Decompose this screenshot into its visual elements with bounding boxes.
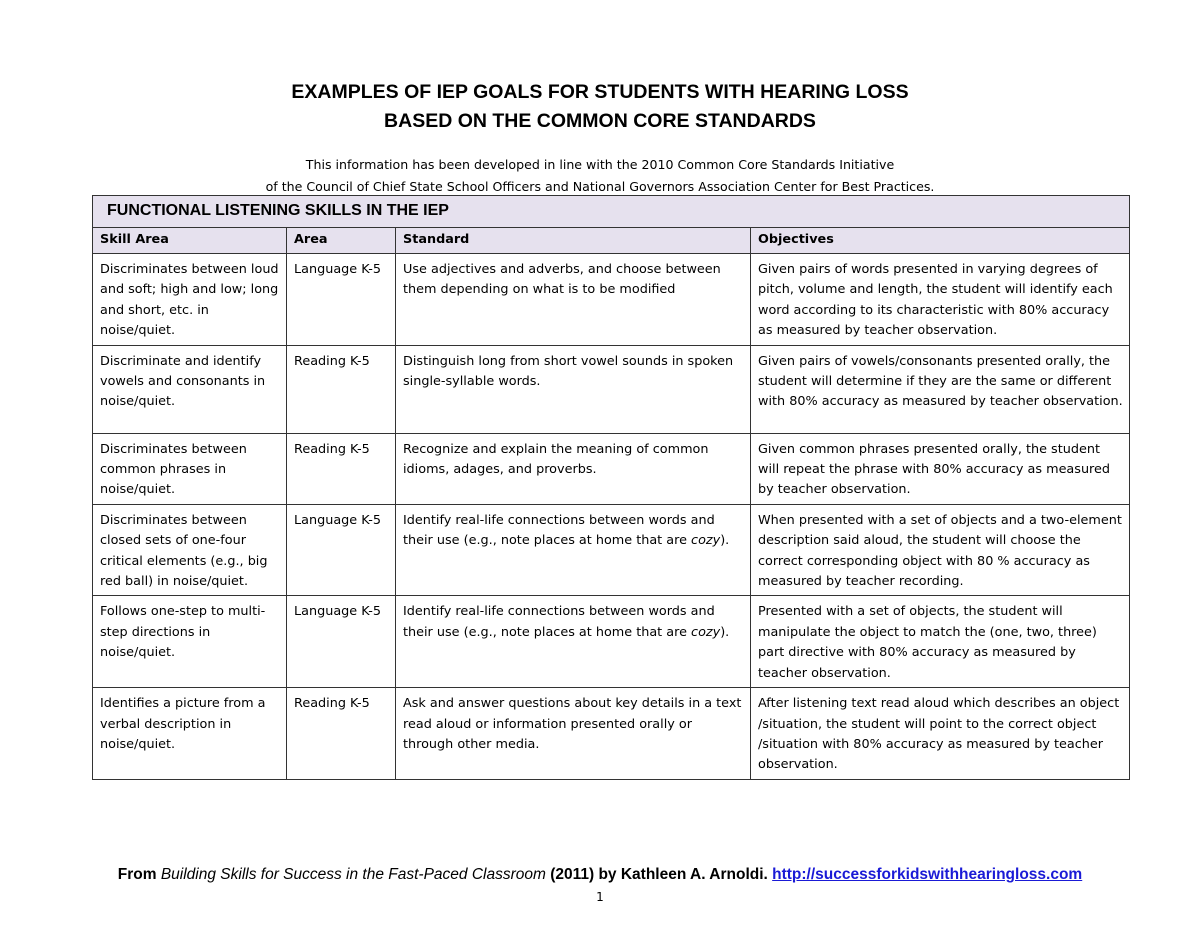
standard-cell: Ask and answer questions about key details in a text read aloud or information presented orally or through other media. [396,688,751,780]
header-objectives: Objectives [751,228,1130,254]
standard-text-end: ). [720,533,730,549]
intro-line-1: This information has been developed in line with the 2010 Common Core Standards Initiative [305,157,895,172]
standard-text: Identify real-life connections between words and their use (e.g., note places at home that are [403,512,715,549]
intro-line-2: of the Council of Chief State School Officers and National Governors Association Center for Best Practices. [265,179,935,194]
area-cell: Reading K-5 [287,345,396,433]
citation-from: From [117,866,161,883]
citation-book-title: Building Skills for Success in the Fast-Paced Classroom [160,866,546,883]
area-cell: Language K-5 [287,596,396,688]
area-cell: Language K-5 [287,254,396,346]
objective-cell: Given pairs of words presented in varying degrees of pitch, volume and length, the student will identify each word according to its characteristic with 80% accuracy as measured by teacher observation. [751,254,1130,346]
header-skill-area: Skill Area [93,228,287,254]
skill-area-cell: Discriminates between loud and soft; high and low; long and short, etc. in noise/quiet. [93,254,287,346]
document-title-line-1: EXAMPLES OF IEP GOALS FOR STUDENTS WITH HEARING LOSS [291,81,909,103]
standard-cell [396,596,751,688]
source-citation [0,865,1200,885]
skill-area-cell: Discriminates between common phrases in noise/quiet. [93,433,287,504]
table-row [93,596,1130,688]
standard-text: Identify real-life connections between words and their use (e.g., note places at home that are [403,604,715,640]
standard-italic-word: cozy [691,624,721,640]
header-area: Area [287,228,396,254]
area-cell: Language K-5 [287,504,396,596]
table-row [93,688,1130,780]
table-row [93,345,1130,433]
standard-cell: Use adjectives and adverbs, and choose between them depending on what is to be modified [396,254,751,346]
section-header-row [93,196,1130,228]
skill-area-cell: Discriminate and identify vowels and consonants in noise/quiet. [93,345,287,433]
citation-link[interactable]: http://successforkidswithhearingloss.com [772,866,1083,883]
objective-cell: When presented with a set of objects and a two-element description said aloud, the student will choose the correct corresponding object with 80 % accuracy as measured by teacher recording. [751,504,1130,596]
objective-cell: Given common phrases presented orally, the student will repeat the phrase with 80% accuracy as measured by teacher observation. [751,433,1130,504]
header-standard: Standard [396,228,751,254]
objective-cell: Presented with a set of objects, the student will manipulate the object to match the (one, two, three) part directive with 80% accuracy as measured by teacher observation. [751,596,1130,688]
citation-year-author: (2011) by Kathleen A. Arnoldi. [545,866,773,883]
document-title-line-2: BASED ON THE COMMON CORE STANDARDS [384,110,816,132]
column-header-row [93,228,1130,254]
skill-area-cell: Discriminates between closed sets of one-four critical elements (e.g., big red ball) in noise/quiet. [93,504,287,596]
standard-cell: Distinguish long from short vowel sounds in spoken single-syllable words. [396,345,751,433]
table-row [93,433,1130,504]
objective-cell: Given pairs of vowels/consonants presented orally, the student will determine if they are the same or different with 80% accuracy as measured by teacher observation. [751,345,1130,433]
standard-cell [396,504,751,596]
iep-goals-table [92,195,1130,780]
objective-cell: After listening text read aloud which describes an object /situation, the student will point to the correct object /situation with 80% accuracy as measured by teacher observation. [751,688,1130,780]
standard-italic-word: cozy [691,533,721,549]
page-number: 1 [596,890,604,904]
area-cell: Reading K-5 [287,433,396,504]
standard-cell: Recognize and explain the meaning of common idioms, adages, and proverbs. [396,433,751,504]
section-title: FUNCTIONAL LISTENING SKILLS IN THE IEP [93,196,1130,228]
table-row [93,254,1130,346]
standard-text-end: ). [720,624,730,640]
skill-area-cell: Identifies a picture from a verbal description in noise/quiet. [93,688,287,780]
area-cell: Reading K-5 [287,688,396,780]
table-row [93,504,1130,596]
skill-area-cell: Follows one-step to multi-step directions in noise/quiet. [93,596,287,688]
